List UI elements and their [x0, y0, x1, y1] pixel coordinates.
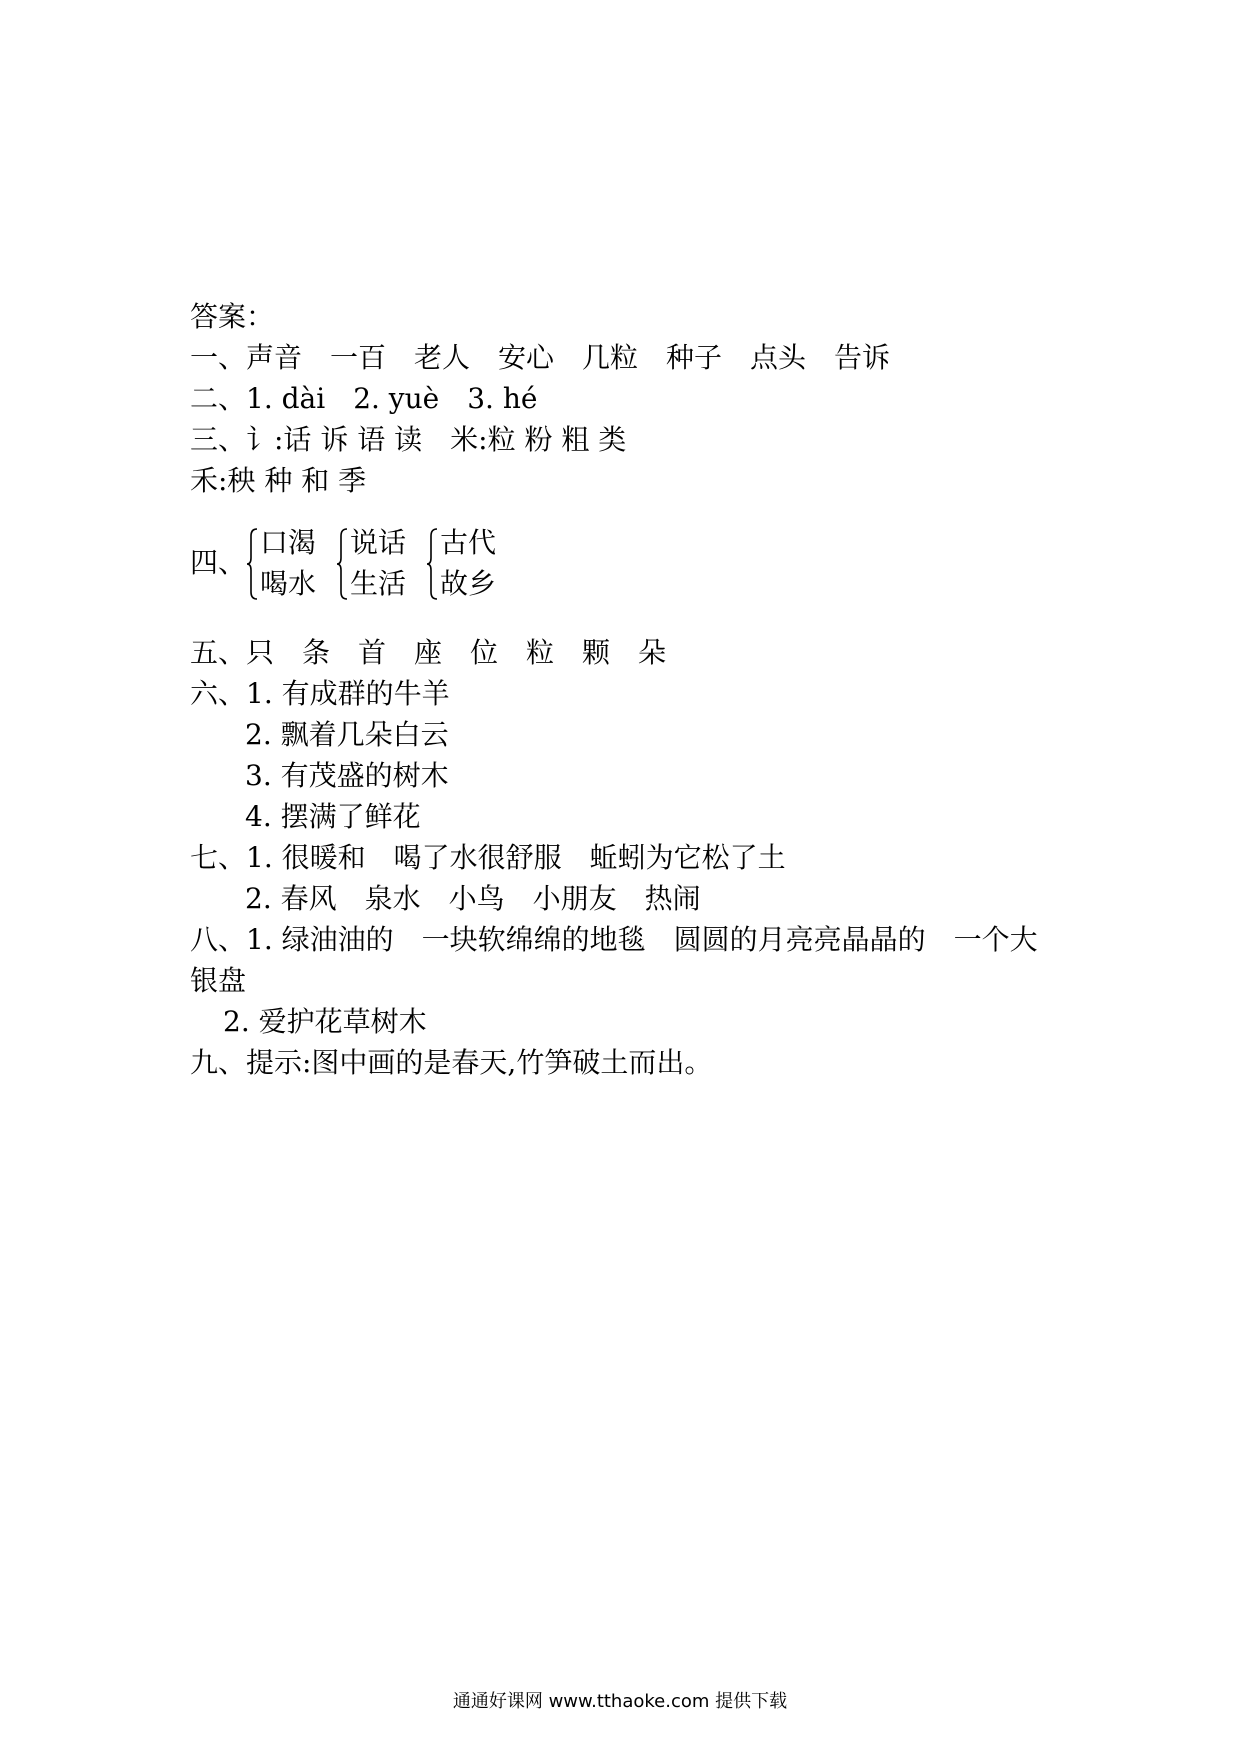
brace-icon [426, 528, 438, 600]
section-7-line-1: 七、1. 很暖和 喝了水很舒服 蚯蚓为它松了土 [190, 841, 786, 874]
word-pair-group [336, 524, 436, 604]
brace-icon [246, 528, 258, 600]
section-6-item: 4. 摆满了鲜花 [245, 800, 421, 833]
word-pair-top: 口渴 [260, 526, 317, 559]
section-8-line-1-wrap: 银盘 [190, 964, 247, 997]
section-6-item: 2. 飘着几朵白云 [245, 718, 449, 751]
section-7-line-2: 2. 春风 泉水 小鸟 小朋友 热闹 [245, 882, 701, 915]
section-9: 九、提示:图中画的是春天,竹笋破土而出。 [190, 1046, 713, 1079]
word-pair-top: 古代 [440, 526, 497, 559]
section-2: 二、1. dài 2. yuè 3. hé [190, 382, 538, 415]
word-pair-group [426, 524, 526, 604]
word-pair-bottom: 故乡 [440, 567, 497, 600]
page-footer: 通通好课网 www.tthaoke.com 提供下载 [452, 1691, 788, 1712]
word-pair-top: 说话 [350, 526, 407, 559]
section-3-line-1: 三、讠:话 诉 语 读 米:粒 粉 粗 类 [190, 423, 627, 456]
word-pair-group [246, 524, 346, 604]
word-pair-bottom: 生活 [350, 567, 407, 600]
section-8-line-2: 2. 爱护花草树木 [223, 1005, 427, 1038]
section-6-item: 3. 有茂盛的树木 [245, 759, 449, 792]
section-1: 一、声音 一百 老人 安心 几粒 种子 点头 告诉 [190, 341, 891, 374]
section-6-line-1: 六、1. 有成群的牛羊 [190, 677, 450, 710]
answer-heading: 答案： [190, 300, 275, 333]
section-8-line-1: 八、1. 绿油油的 一块软绵绵的地毯 圆圆的月亮亮晶晶的 一个大 [190, 923, 1038, 956]
section-4-label: 四、 [190, 546, 247, 579]
section-5: 五、只 条 首 座 位 粒 颗 朵 [190, 636, 667, 669]
word-pair-bottom: 喝水 [260, 567, 317, 600]
section-3-line-2: 禾:秧 种 和 季 [190, 464, 367, 497]
brace-icon [336, 528, 348, 600]
